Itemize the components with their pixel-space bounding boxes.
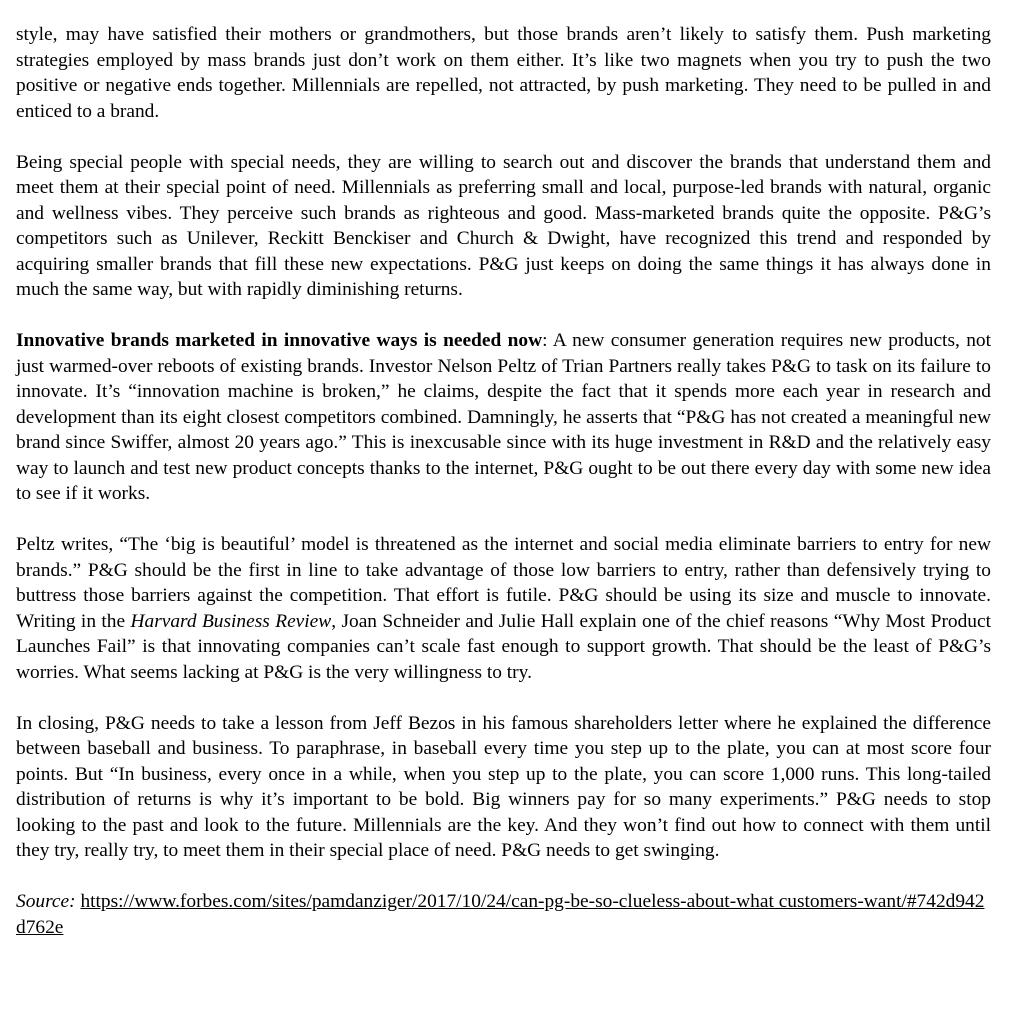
source-citation (16, 889, 991, 940)
source-label: Source: (16, 891, 76, 912)
paragraph-4-text-after: , Joan Schneider and Julie Hall explain one of the chief reasons “Why Most Product Launches Fail” is that innovating companies can’t scale fast enough to support growth. That should be the least of P&G’s worries. What seems lacking at P&G is the very willingness to try. (16, 610, 991, 683)
paragraph-4 (16, 532, 991, 685)
paragraph-4-text-before: Peltz writes, “The ‘big is beautiful’ model is threatened as the internet and social media eliminate barriers to entry for new brands.” P&G should be the first in line to take advantage of those low barriers to entry, rather than defensively trying to buttress those barriers against the competition. That effort is futile. P&G should be using its size and muscle to innovate. Writing in the (16, 534, 991, 632)
paragraph-3-body: : A new consumer generation requires new products, not just warmed-over reboots of existing brands. Investor Nelson Peltz of Trian Partners really takes P&G to task on its failure to innovate. It’s “innovation machine is broken,” he claims, despite the fact that it spends more each year in research and development than its eight closest competitors combined. Damningly, he asserts that “P&G has not created a meaningful new brand since Swiffer, almost 20 years ago.” This is inexcusable since with its huge investment in R&D and the relatively easy way to launch and test new product concepts thanks to the internet, P&G ought to be out there every day with some new idea to see if it works. (16, 330, 991, 504)
source-link[interactable]: https://www.forbes.com/sites/pamdanziger/2017/10/24/can-pg-be-so-clueless-about-what customers-want/#742d942d762e (16, 891, 985, 938)
paragraph-5: In closing, P&G needs to take a lesson from Jeff Bezos in his famous shareholders letter where he explained the difference between baseball and business. To paraphrase, in baseball every time you step up to the plate, you can at most score four points. But “In business, every once in a while, when you step up to the plate, you can score 1,000 runs. This long-tailed distribution of returns is why it’s important to be bold. Big winners pay for so many experiments.” P&G needs to stop looking to the past and look to the future. Millennials are the key. And they won’t find out how to connect with them until they try, really try, to meet them in their special place of need. P&G needs to get swinging. (16, 712, 991, 861)
paragraph-2: Being special people with special needs, they are willing to search out and discover the brands that understand them and meet them at their special point of need. Millennials as preferring small and local, purpose-led brands with natural, organic and wellness vibes. They perceive such brands as righteous and good. Mass-marketed brands quite the opposite. P&G’s competitors such as Unilever, Reckitt Benckiser and Church & Dwight, have recognized this trend and responded by acquiring smaller brands that fill these new expectations. P&G just keeps on doing the same things it has always done in much the same way, but with rapidly diminishing returns. (16, 151, 991, 300)
document-page (16, 22, 991, 940)
paragraph-4-publication-title: Harvard Business Review (130, 610, 332, 632)
paragraph-3-heading: Innovative brands marketed in innovative ways is needed now (16, 330, 543, 351)
paragraph-1: style, may have satisfied their mothers or grandmothers, but those brands aren’t likely to satisfy them. Push marketing strategies employed by mass brands just don’t work on them either. It’s like two magnets when you try to push the two positive or negative ends together. Millennials are repelled, not attracted, by push marketing. They need to be pulled in and enticed to a brand. (16, 24, 991, 122)
paragraph-3 (16, 328, 991, 507)
